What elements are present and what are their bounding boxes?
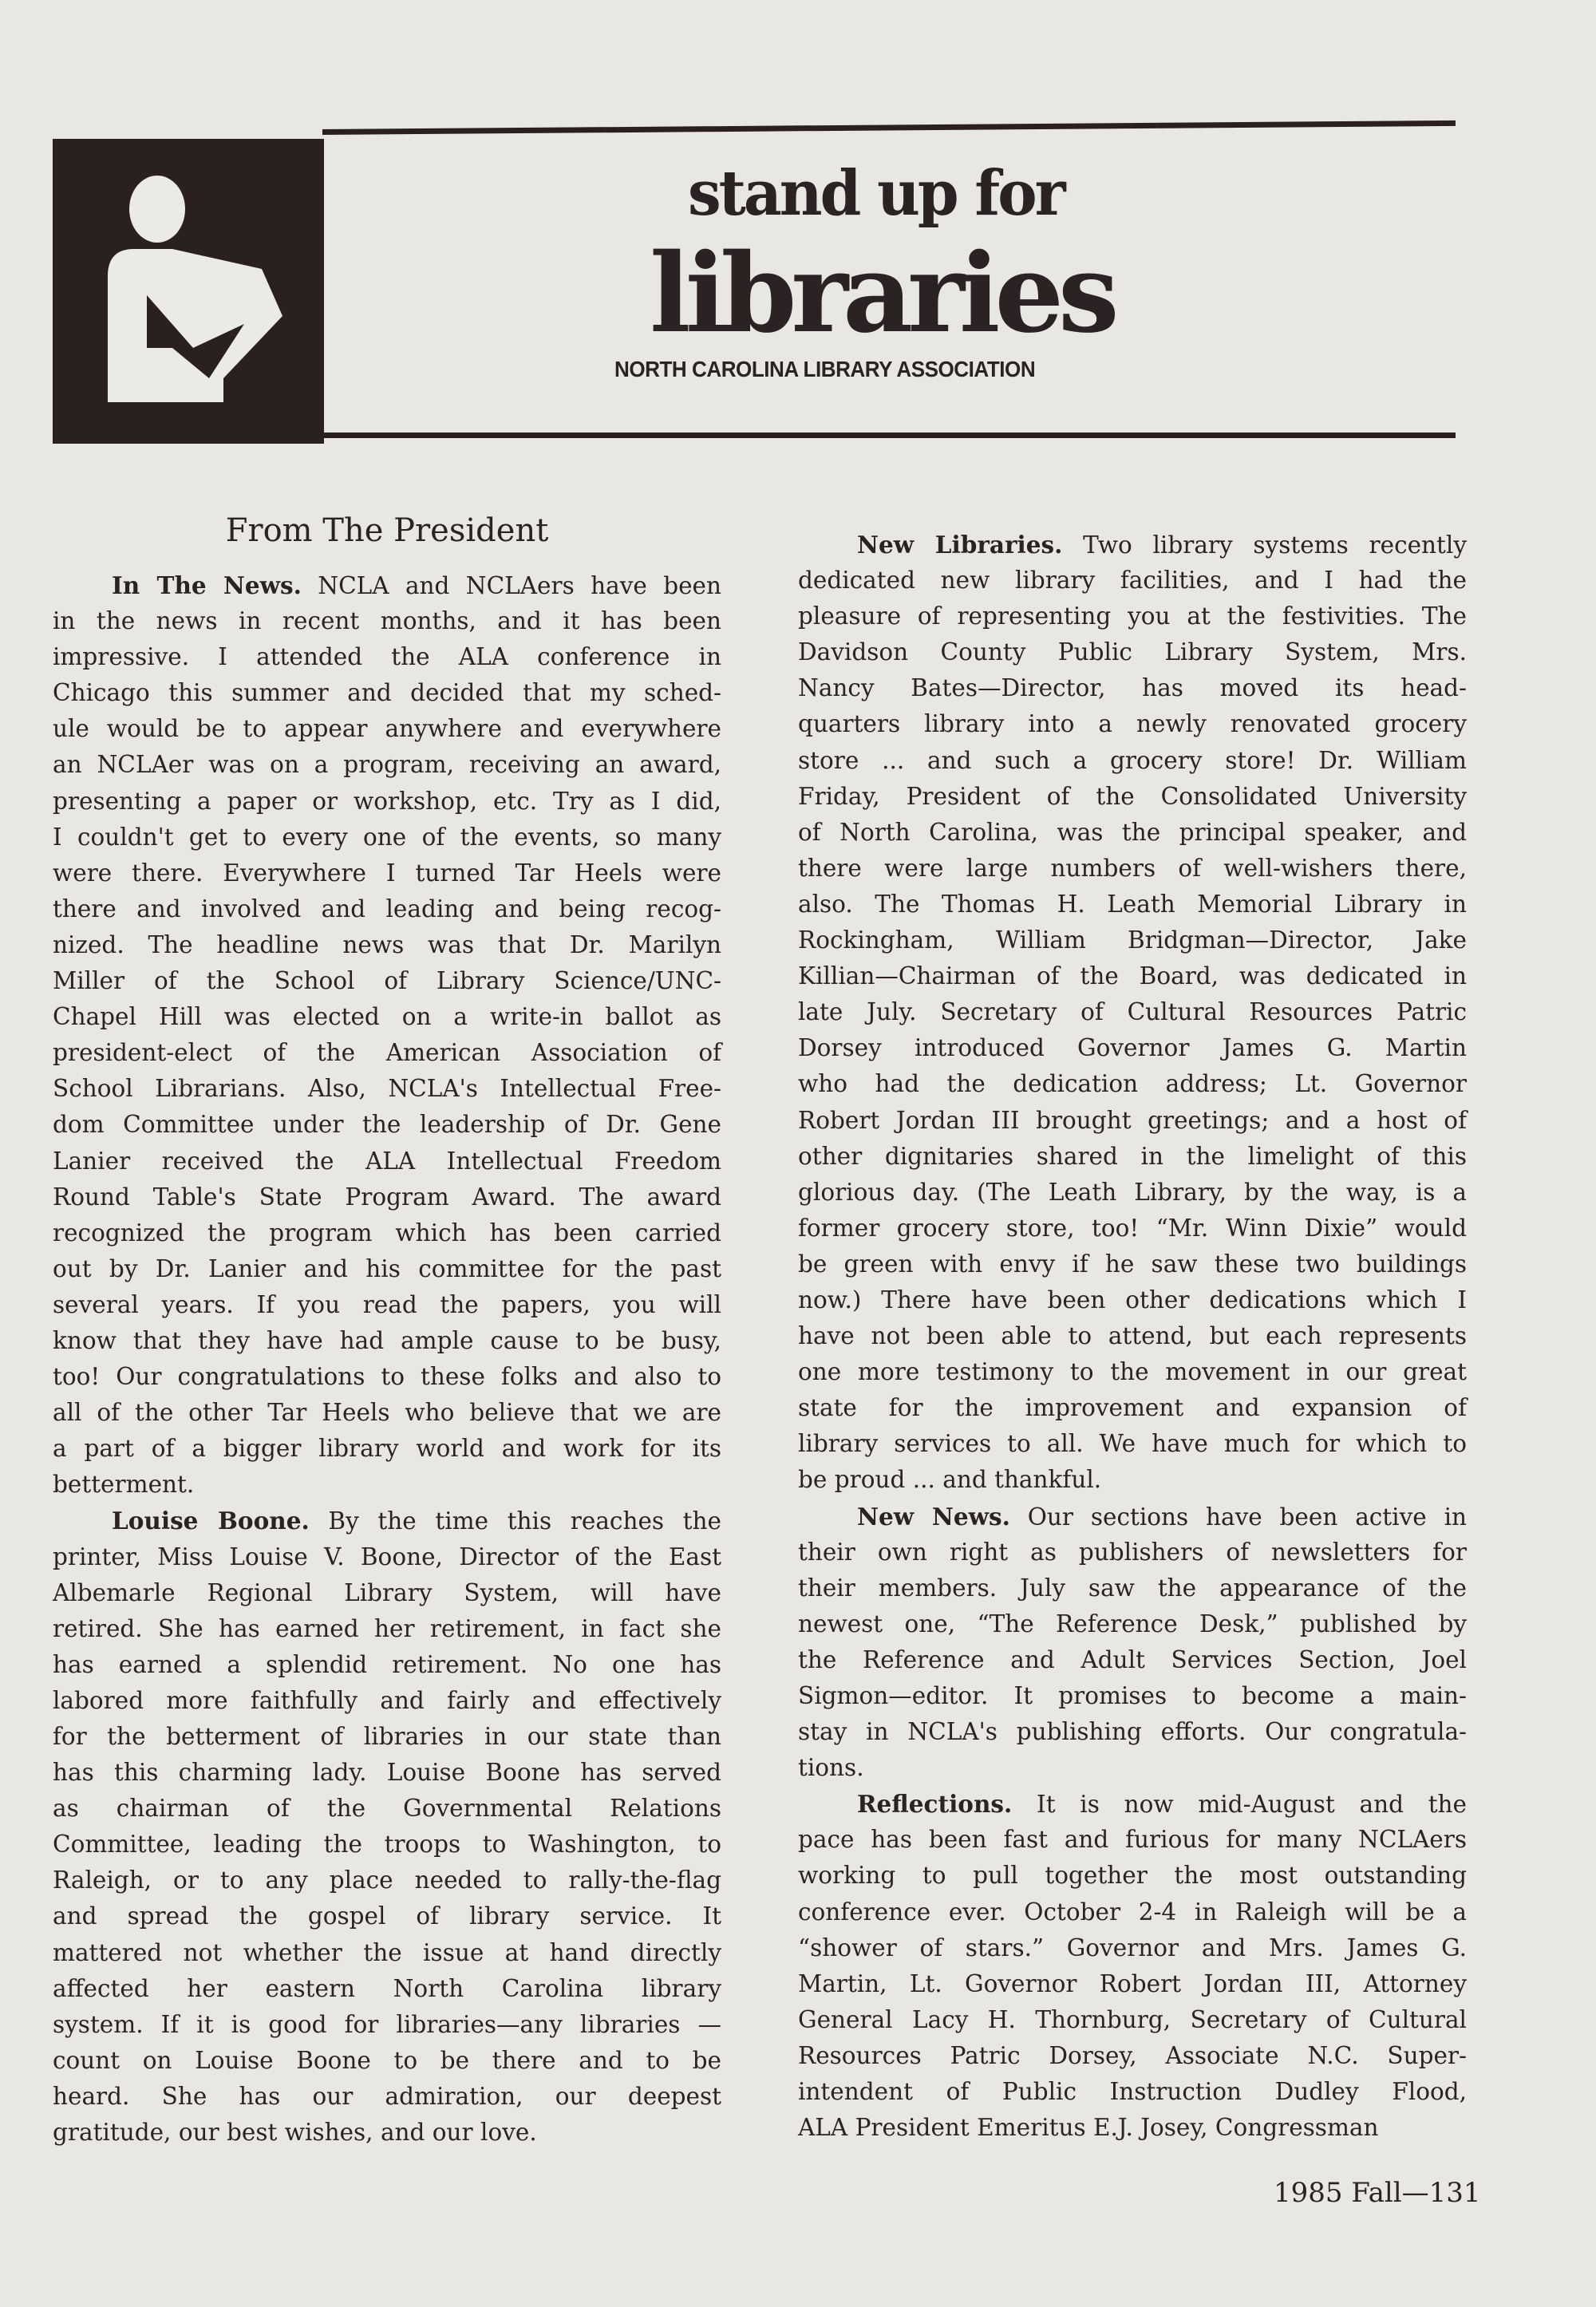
line-text: dom Committee under the leadership of Dr. Gene	[53, 1111, 721, 1139]
paragraph	[798, 1499, 1467, 1787]
text-line	[53, 1323, 721, 1359]
text-line	[53, 711, 721, 747]
text-line	[53, 1575, 721, 1611]
text-line	[53, 999, 721, 1035]
line-text: General Lacy H. Thornburg, Secretary of Cultural	[798, 2005, 1467, 2033]
line-text: several years. If you read the papers, you will	[53, 1290, 721, 1318]
text-line	[53, 855, 721, 891]
text-line	[53, 1863, 721, 1898]
line-text: Nancy Bates—Director, has moved its head-	[798, 674, 1467, 702]
line-text: Robert Jordan III brought greetings; and a host of	[798, 1106, 1467, 1134]
text-line	[798, 922, 1467, 958]
text-line	[798, 1175, 1467, 1211]
text-line	[53, 1144, 721, 1179]
line-text: tions.	[798, 1754, 864, 1782]
paragraph-lead: Reflections.	[857, 1790, 1013, 1819]
line-text: affected her eastern North Carolina library	[53, 1974, 721, 2002]
text-line	[53, 639, 721, 675]
line-text: Sigmon—editor. It promises to become a main-	[798, 1682, 1467, 1709]
text-line	[53, 2079, 721, 2115]
text-line	[53, 1179, 721, 1215]
text-line	[798, 2110, 1467, 2146]
text-line	[798, 958, 1467, 994]
line-text: glorious day. (The Leath Library, by the way, is a	[798, 1178, 1467, 1206]
line-text: Our sections have been active in	[1009, 1503, 1467, 1531]
line-text: conference ever. October 2-4 in Raleigh will be a	[798, 1898, 1467, 1926]
text-line	[798, 670, 1467, 706]
line-text: library services to all. We have much for which to	[798, 1430, 1467, 1458]
text-line	[53, 1539, 721, 1575]
line-text: has earned a splendid retirement. No one has	[53, 1650, 721, 1678]
right-column	[798, 527, 1467, 2146]
text-line	[798, 563, 1467, 598]
text-line	[53, 1107, 721, 1143]
text-line	[53, 1035, 721, 1071]
text-line	[53, 2007, 721, 2043]
line-text: pleasure of representing you at the festivities. The	[798, 602, 1467, 630]
line-text: It is now mid-August and the	[1012, 1791, 1467, 1819]
line-text: heard. She has our admiration, our deepest	[53, 2082, 721, 2110]
person-reading-book-icon	[53, 139, 324, 444]
text-line	[53, 1287, 721, 1323]
line-text: Chicago this summer and decided that my sched-	[53, 679, 721, 707]
line-text: former grocery store, too! “Mr. Winn Dixie” would	[798, 1214, 1467, 1242]
text-line	[798, 1535, 1467, 1570]
line-text: have not been able to attend, but each represents	[798, 1322, 1467, 1350]
banner-top-rule	[322, 120, 1456, 135]
line-text: pace has been fast and furious for many NCLAers	[798, 1826, 1467, 1854]
line-text: labored more faithfully and fairly and effectively	[53, 1686, 721, 1714]
text-line	[798, 851, 1467, 887]
line-text: Resources Patric Dorsey, Associate N.C. Super-	[798, 2041, 1467, 2069]
line-text: there and involved and leading and being recog-	[53, 895, 721, 922]
text-line	[798, 1678, 1467, 1714]
banner-bottom-rule	[322, 433, 1456, 438]
line-text: Albemarle Regional Library System, will have	[53, 1578, 721, 1606]
text-line	[53, 1467, 721, 1503]
text-line	[53, 1503, 721, 1539]
text-line	[53, 1898, 721, 1934]
line-text: ule would be to appear anywhere and everywhere	[53, 715, 721, 743]
line-text: gratitude, our best wishes, and our love.	[53, 2119, 537, 2147]
line-text: “shower of stars.” Governor and Mrs. James G.	[798, 1934, 1467, 1961]
text-line	[798, 1462, 1467, 1498]
line-text: working to pull together the most outstanding	[798, 1862, 1467, 1890]
line-text: president-elect of the American Association of	[53, 1039, 721, 1067]
line-text: Raleigh, or to any place needed to rally-the-flag	[53, 1867, 721, 1894]
line-text: Committee, leading the troops to Washington, to	[53, 1831, 721, 1859]
text-line	[798, 1282, 1467, 1318]
text-line	[798, 706, 1467, 742]
line-text: stay in NCLA's publishing efforts. Our congratula-	[798, 1718, 1467, 1746]
text-line	[53, 1719, 721, 1755]
text-line	[53, 1359, 721, 1395]
line-text: who had the dedication address; Lt. Governor	[798, 1070, 1467, 1098]
text-line	[798, 1354, 1467, 1390]
text-line	[798, 2002, 1467, 2038]
line-text: NCLA and NCLAers have been	[301, 572, 721, 599]
line-text: too! Our congratulations to these folks and also to	[53, 1363, 721, 1391]
line-text: state for the improvement and expansion of	[798, 1394, 1467, 1422]
text-line	[798, 1930, 1467, 1966]
line-text: impressive. I attended the ALA conference in	[53, 643, 721, 671]
text-line	[53, 784, 721, 820]
text-line	[798, 1966, 1467, 2002]
line-text: mattered not whether the issue at hand directly	[53, 1938, 721, 1966]
text-line	[53, 927, 721, 963]
text-line	[798, 994, 1467, 1030]
text-line	[53, 1827, 721, 1863]
line-text: printer, Miss Louise V. Boone, Director of the East	[53, 1543, 721, 1570]
line-text: an NCLAer was on a program, receiving an award,	[53, 751, 721, 779]
line-text: Lanier received the ALA Intellectual Freedom	[53, 1147, 721, 1175]
line-text: Martin, Lt. Governor Robert Jordan III, Attorney	[798, 1969, 1467, 1997]
line-text: count on Louise Boone to be there and to be	[53, 2046, 721, 2074]
text-line	[798, 2074, 1467, 2110]
line-text: dedicated new library facilities, and I had the	[798, 567, 1467, 595]
text-line	[798, 1318, 1467, 1354]
page-number: 1985 Fall—131	[1274, 2177, 1481, 2209]
text-line	[798, 1390, 1467, 1426]
text-line	[53, 1647, 721, 1683]
text-line	[798, 1606, 1467, 1642]
line-text: recognized the program which has been carried	[53, 1219, 721, 1246]
line-text: nized. The headline news was that Dr. Marilyn	[53, 930, 721, 958]
line-text: Dorsey introduced Governor James G. Martin	[798, 1034, 1467, 1062]
text-line	[53, 1071, 721, 1107]
line-text: Round Table's State Program Award. The award	[53, 1183, 721, 1211]
text-line	[798, 1030, 1467, 1066]
text-line	[798, 1246, 1467, 1282]
text-line	[53, 820, 721, 855]
text-line	[798, 634, 1467, 670]
text-line	[798, 1894, 1467, 1930]
paragraph-lead: Louise Boone.	[112, 1507, 310, 1535]
line-text: a part of a bigger library world and work for its	[53, 1435, 721, 1463]
text-line	[798, 815, 1467, 851]
line-text: also. The Thomas H. Leath Memorial Library in	[798, 890, 1467, 918]
text-line	[798, 1066, 1467, 1102]
paragraph-lead: New Libraries.	[857, 531, 1063, 559]
line-text: Killian—Chairman of the Board, was dedicated in	[798, 962, 1467, 990]
line-text: and spread the gospel of library service. It	[53, 1902, 721, 1930]
line-text: Friday, President of the Consolidated University	[798, 782, 1467, 810]
text-line	[798, 1858, 1467, 1894]
text-line	[798, 1139, 1467, 1175]
text-line	[798, 1103, 1467, 1139]
text-line	[798, 1211, 1467, 1246]
text-line	[53, 1683, 721, 1719]
line-text: the Reference and Adult Services Section, Joel	[798, 1645, 1467, 1673]
text-line	[53, 1935, 721, 1971]
banner-title-line1: stand up for	[688, 157, 1064, 231]
line-text: Two library systems recently	[1062, 531, 1468, 559]
line-text: I couldn't get to every one of the events, so many	[53, 823, 721, 851]
paragraph-lead: In The News.	[112, 571, 302, 599]
line-text: know that they have had ample cause to be busy,	[53, 1326, 721, 1354]
paragraph	[53, 567, 721, 1503]
text-line	[53, 1755, 721, 1791]
text-line	[798, 1714, 1467, 1750]
text-line	[798, 527, 1467, 563]
text-line	[798, 743, 1467, 779]
line-text: intendent of Public Instruction Dudley Flood,	[798, 2078, 1467, 2106]
line-text: ALA President Emeritus E.J. Josey, Congressman	[798, 2114, 1379, 2142]
text-line	[53, 1251, 721, 1287]
text-line	[53, 675, 721, 711]
line-text: Chapel Hill was elected on a write-in ballot as	[53, 1003, 721, 1031]
text-line	[53, 2043, 721, 2079]
line-text: store ... and such a grocery store! Dr. William	[798, 746, 1467, 774]
line-text: one more testimony to the movement in our great	[798, 1358, 1467, 1386]
line-text: Rockingham, William Bridgman—Director, Jake	[798, 926, 1467, 954]
line-text: other dignitaries shared in the limelight of this	[798, 1142, 1467, 1170]
line-text: of North Carolina, was the principal speaker, and	[798, 818, 1467, 846]
text-line	[798, 779, 1467, 815]
section-title: From The President	[225, 512, 549, 549]
text-line	[798, 1750, 1467, 1786]
organization-name: NORTH CAROLINA LIBRARY ASSOCIATION	[614, 357, 1036, 381]
line-text: late July. Secretary of Cultural Resources Patric	[798, 998, 1467, 1026]
line-text: presenting a paper or workshop, etc. Try as I did,	[53, 787, 721, 815]
text-line	[798, 1570, 1467, 1606]
line-text: has this charming lady. Louise Boone has served	[53, 1759, 721, 1787]
line-text: betterment.	[53, 1471, 195, 1499]
line-text: for the betterment of libraries in our state than	[53, 1723, 721, 1750]
line-text: Davidson County Public Library System, Mrs.	[798, 638, 1467, 666]
line-text: all of the other Tar Heels who believe that we are	[53, 1399, 721, 1427]
line-text: now.) There have been other dedications which I	[798, 1286, 1467, 1313]
line-text: quarters library into a newly renovated grocery	[798, 710, 1467, 738]
text-line	[798, 2038, 1467, 2074]
line-text: as chairman of the Governmental Relations	[53, 1795, 721, 1823]
text-line	[798, 1822, 1467, 1858]
text-line	[53, 1611, 721, 1647]
line-text: in the news in recent months, and it has been	[53, 607, 721, 635]
line-text: By the time this reaches the	[309, 1507, 721, 1535]
line-text: be green with envy if he saw these two buildings	[798, 1250, 1467, 1278]
text-line	[53, 747, 721, 783]
text-line	[53, 1431, 721, 1467]
text-line	[53, 2115, 721, 2151]
text-line	[53, 1971, 721, 2007]
line-text: were there. Everywhere I turned Tar Heels were	[53, 859, 721, 887]
library-logo	[53, 139, 324, 444]
paragraph	[798, 1786, 1467, 2146]
text-line	[798, 1426, 1467, 1462]
paragraph	[53, 1503, 721, 2151]
line-text: there were large numbers of well-wishers there,	[798, 854, 1467, 882]
text-line	[53, 1395, 721, 1431]
text-line	[53, 603, 721, 639]
text-line	[798, 1642, 1467, 1678]
line-text: their own right as publishers of newsletters for	[798, 1538, 1467, 1566]
line-text: Miller of the School of Library Science/UNC-	[53, 967, 721, 995]
text-line	[798, 1499, 1467, 1535]
text-line	[53, 1215, 721, 1251]
text-line	[53, 963, 721, 999]
line-text: retired. She has earned her retirement, in fact she	[53, 1614, 721, 1642]
text-line	[53, 891, 721, 927]
left-column	[53, 567, 721, 2151]
line-text: system. If it is good for libraries—any libraries —	[53, 2010, 721, 2038]
text-line	[798, 598, 1467, 634]
text-line	[798, 887, 1467, 922]
line-text: be proud ... and thankful.	[798, 1466, 1102, 1494]
text-line	[53, 1791, 721, 1827]
text-line	[53, 567, 721, 603]
paragraph	[798, 527, 1467, 1499]
text-line	[798, 1786, 1467, 1822]
line-text: newest one, “The Reference Desk,” published by	[798, 1610, 1467, 1637]
line-text: their members. July saw the appearance of the	[798, 1574, 1467, 1602]
line-text: School Librarians. Also, NCLA's Intellectual Free-	[53, 1075, 721, 1103]
paragraph-lead: New News.	[857, 1502, 1010, 1531]
banner-title-line2: libraries	[650, 230, 1114, 358]
line-text: out by Dr. Lanier and his committee for the past	[53, 1254, 721, 1282]
